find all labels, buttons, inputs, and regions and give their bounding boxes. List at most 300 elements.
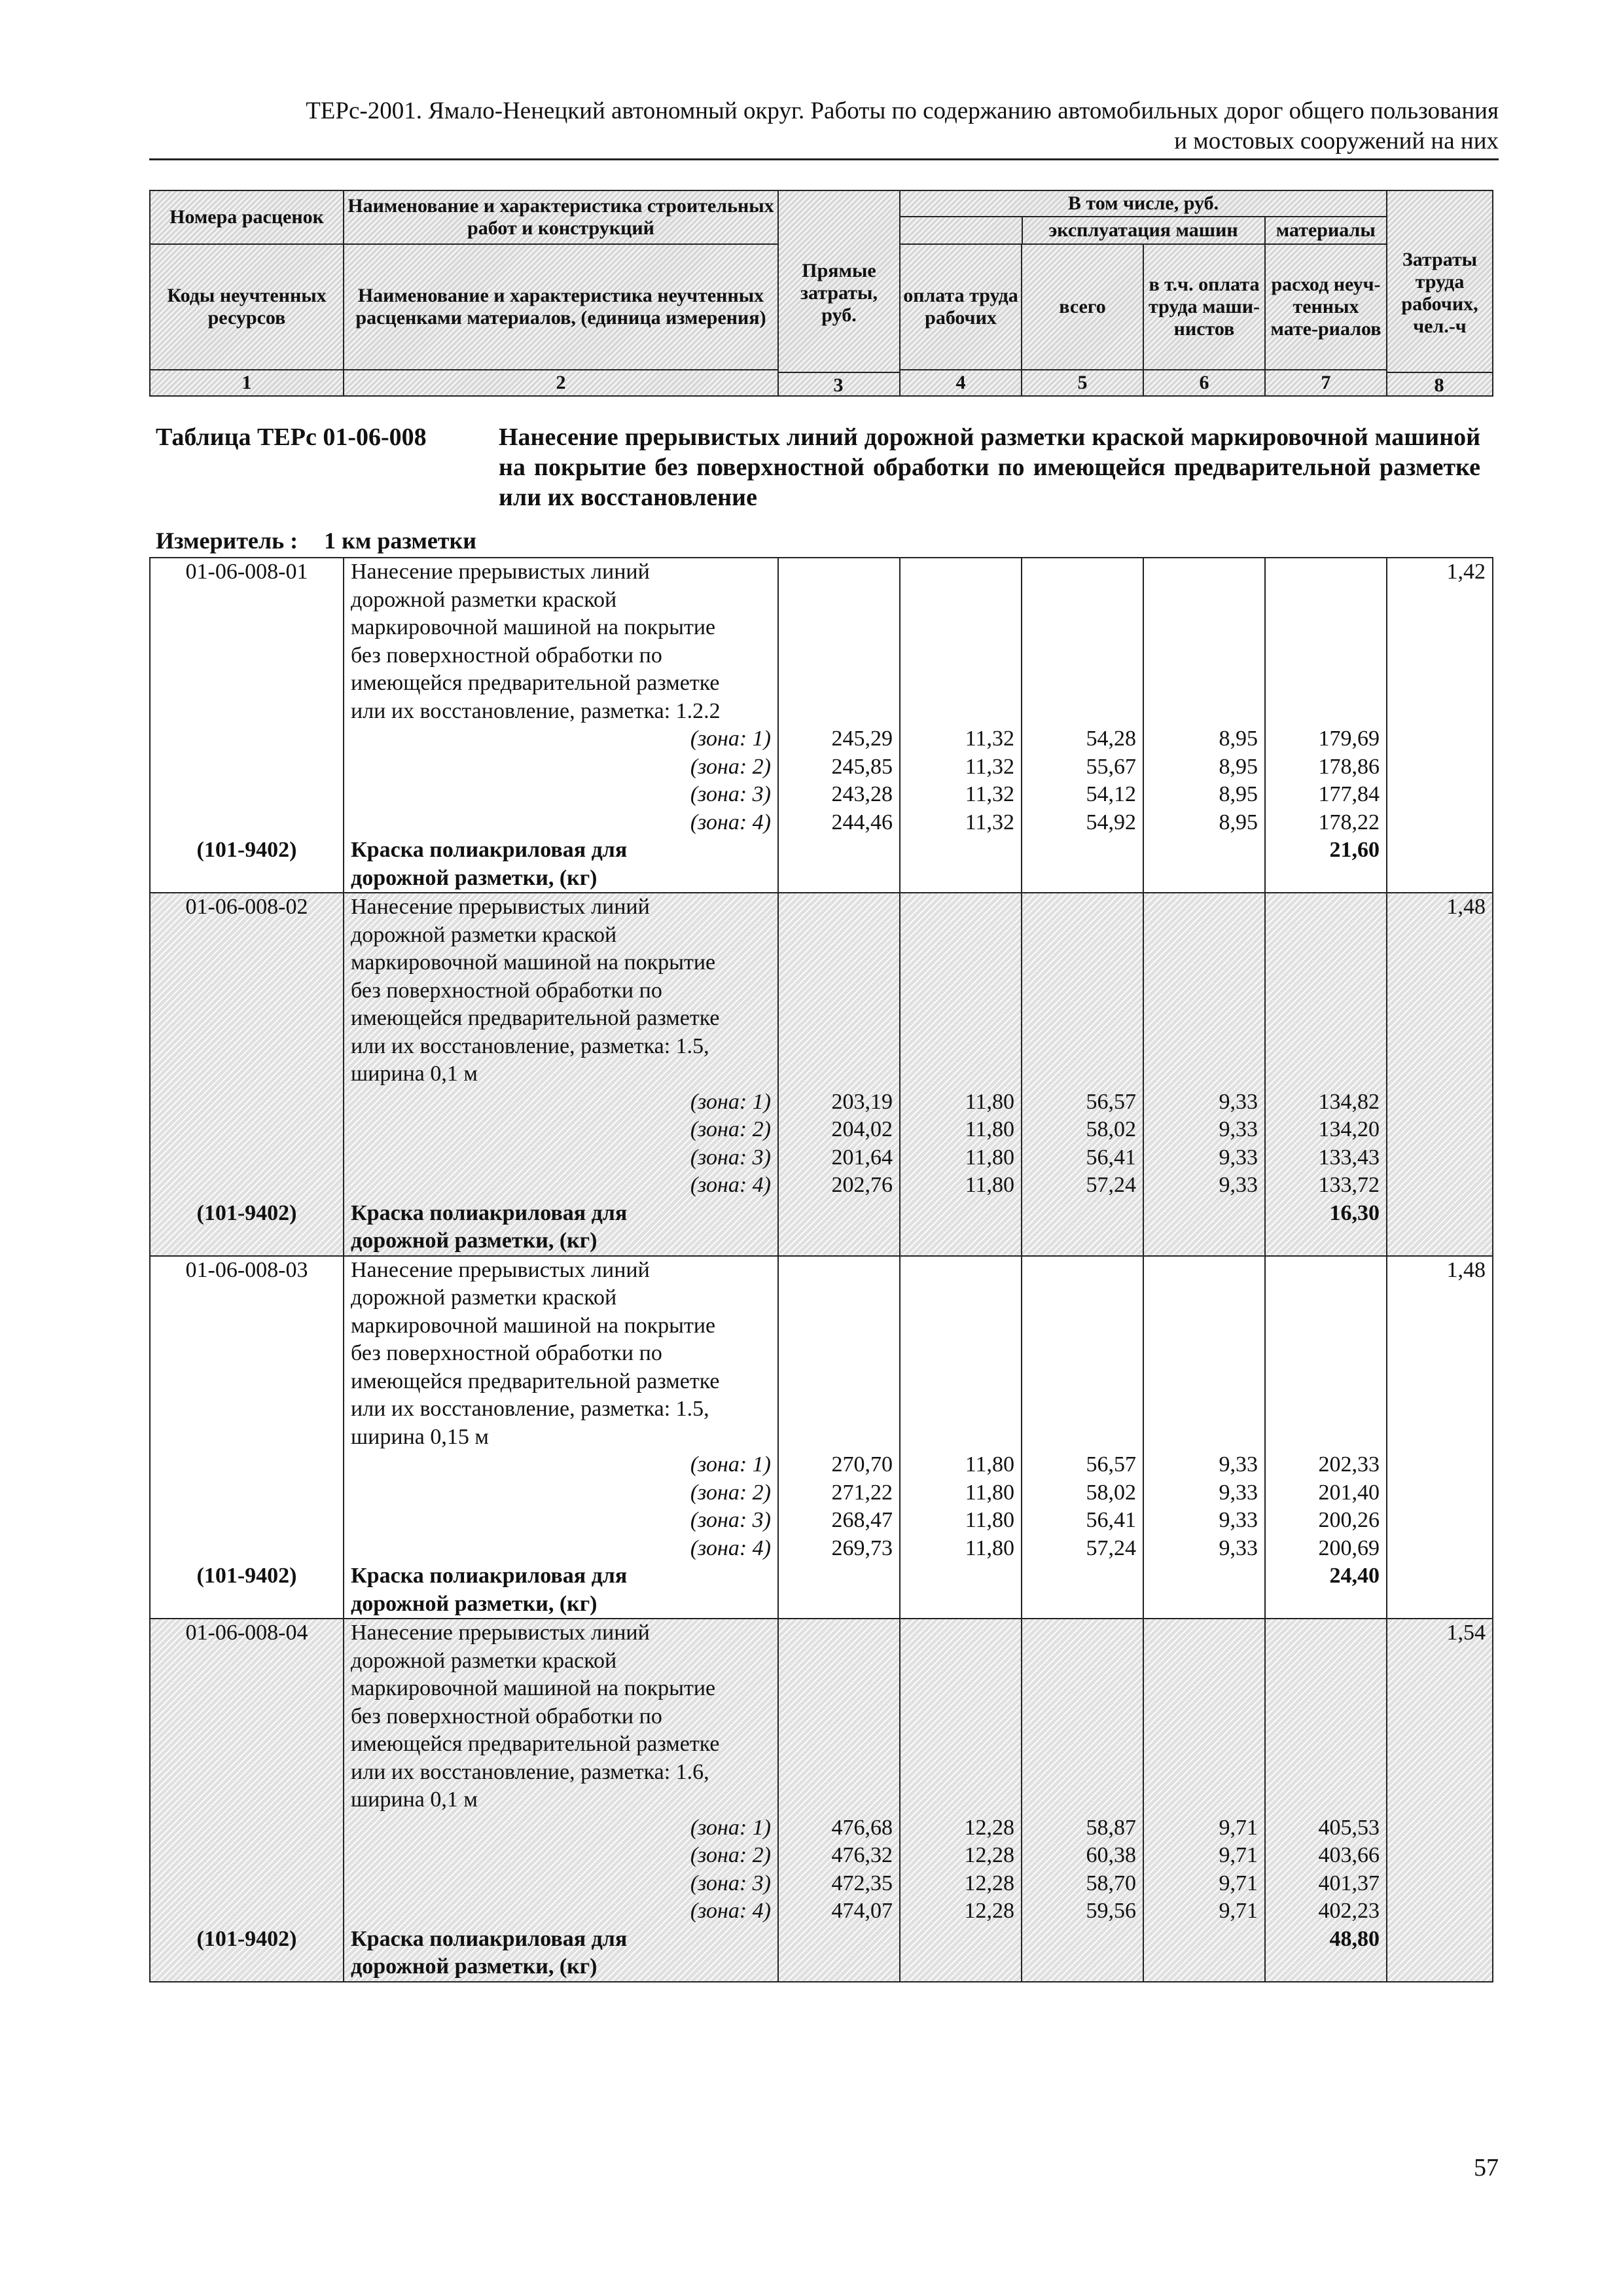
zone-label: (зона: 2): [690, 1117, 771, 1141]
labor-pay-value: 11,80: [965, 1117, 1014, 1141]
direct-costs-value-cell: [778, 558, 900, 893]
spacer-line: [1272, 642, 1380, 670]
material-name-line: дорожной разметки, (кг): [351, 865, 597, 890]
page-header-line2: и мостовых сооружений на них: [1174, 128, 1499, 154]
spacer-line: [1272, 1005, 1380, 1033]
rate-description-line: Нанесение прерывистых линий: [351, 1621, 650, 1645]
materials-value: 178,86: [1318, 754, 1380, 779]
labor-pay-value: 11,80: [965, 1173, 1014, 1197]
rate-description-line: имеющейся предварительной разметке: [351, 1732, 720, 1756]
materials-value: 179,69: [1318, 726, 1380, 751]
spacer-line: [1029, 586, 1136, 615]
column-number-8: 8: [1386, 372, 1492, 398]
zone-label: (зона: 1): [690, 1452, 771, 1477]
machinist-pay-value: 8,95: [1219, 782, 1258, 806]
labor-pay-value: 11,32: [965, 726, 1014, 751]
spacer-line: [157, 1424, 336, 1452]
rate-code: 01-06-008-01: [185, 560, 308, 584]
machinist-pay-value: 9,71: [1219, 1871, 1258, 1895]
spacer-line: [157, 1312, 336, 1340]
rate-code-cell: [150, 893, 344, 1256]
machine-total-value-cell: [1022, 1619, 1143, 1982]
rate-description-line: или их восстановление, разметка: 1.5,: [351, 1397, 709, 1421]
rate-description-line: маркировочной машиной на покрытие: [351, 950, 716, 975]
spacer-line: [785, 1619, 893, 1647]
machine-total-value: 58,02: [1086, 1480, 1136, 1505]
materials-value: 178,22: [1318, 810, 1380, 834]
spacer-line: [1272, 1675, 1380, 1703]
rate-description-line: маркировочной машиной на покрытие: [351, 1313, 716, 1338]
materials-value: 401,37: [1318, 1871, 1380, 1895]
rate-description-line: Нанесение прерывистых линий: [351, 1257, 650, 1282]
spacer-line: [157, 1033, 336, 1061]
spacer-line: [1150, 1424, 1258, 1452]
spacer-line: [157, 1005, 336, 1033]
materials-value-cell: [1265, 1619, 1387, 1982]
measure-label: Измеритель :: [156, 528, 298, 554]
spacer-line: [1029, 614, 1136, 642]
spacer-line: [157, 1144, 336, 1172]
header-resource-codes: Коды неучтенных ресурсов: [150, 244, 344, 370]
header-labor-costs: Затраты труда рабочих, чел.-ч: [1387, 190, 1493, 396]
rate-code-cell: [150, 1619, 344, 1982]
rate-code: 01-06-008-03: [185, 1257, 308, 1282]
spacer-line: [1029, 1060, 1136, 1088]
zone-label: (зона: 4): [690, 810, 771, 834]
material-name-line: дорожной разметки, (кг): [351, 1591, 597, 1616]
spacer-line: [907, 1759, 1014, 1787]
spacer-line: [157, 1870, 336, 1898]
machinist-pay-value: 9,33: [1219, 1535, 1258, 1560]
spacer-line: [157, 977, 336, 1005]
direct-costs-value: 270,70: [831, 1452, 893, 1477]
machinist-pay-value: 9,33: [1219, 1145, 1258, 1170]
spacer-line: [785, 1312, 893, 1340]
spacer-line: [157, 1088, 336, 1117]
direct-costs-value: 474,07: [831, 1899, 893, 1923]
spacer-line: [785, 1703, 893, 1731]
spacer-line: [1150, 1675, 1258, 1703]
spacer-line: [785, 642, 893, 670]
direct-costs-value: 476,68: [831, 1815, 893, 1840]
spacer-line: [1029, 1424, 1136, 1452]
column-number: 2: [344, 370, 778, 396]
zone-label: (зона: 2): [690, 1843, 771, 1867]
spacer-line: [157, 1675, 336, 1703]
machinist-pay-value: 9,33: [1219, 1117, 1258, 1141]
rate-row: [150, 1619, 1493, 1982]
labor-costs-cell: [1387, 1256, 1493, 1619]
machinist-pay-value-cell: [1143, 558, 1265, 893]
direct-costs-value: 271,22: [831, 1480, 893, 1505]
spacer-line: [1272, 1759, 1380, 1787]
labor-pay-value: 12,28: [964, 1815, 1014, 1840]
spacer-line: [1272, 670, 1380, 698]
machine-total-value: 56,57: [1086, 1089, 1136, 1114]
spacer-line: [907, 1005, 1014, 1033]
spacer-line: [1029, 977, 1136, 1005]
machine-total-value-cell: [1022, 893, 1143, 1256]
rate-code-cell: [150, 558, 344, 893]
materials-value: 133,43: [1318, 1145, 1380, 1170]
labor-costs-value: 1,48: [1446, 895, 1486, 919]
labor-costs-cell: [1387, 1619, 1493, 1982]
material-name-line: Краска полиакриловая для: [351, 838, 628, 862]
spacer-line: [785, 670, 893, 698]
machinist-pay-value: 9,71: [1219, 1899, 1258, 1923]
spacer-line: [1150, 1368, 1258, 1396]
rate-description-cell: [344, 893, 778, 1256]
spacer-line: [1029, 1340, 1136, 1368]
spacer-line: [157, 1731, 336, 1759]
spacer-line: [1272, 1368, 1380, 1396]
material-quantity: 48,80: [1329, 1926, 1380, 1951]
spacer-line: [907, 1257, 1014, 1285]
spacer-line: [1272, 922, 1380, 950]
header-direct-costs: Прямые затраты, руб.: [778, 190, 900, 396]
labor-pay-value: 11,80: [965, 1452, 1014, 1477]
machinist-pay-value: 8,95: [1219, 810, 1258, 834]
spacer-line: [1272, 1033, 1380, 1061]
rate-code: 01-06-008-04: [185, 1621, 308, 1645]
spacer-line: [907, 1424, 1014, 1452]
machine-total-value: 54,12: [1086, 782, 1136, 806]
spacer-line: [1272, 949, 1380, 977]
spacer-line: [157, 586, 336, 615]
spacer-line: [907, 1647, 1014, 1676]
spacer-line: [1272, 614, 1380, 642]
machinist-pay-value: 9,33: [1219, 1452, 1258, 1477]
rate-description-line: или их восстановление, разметка: 1.5,: [351, 1033, 709, 1058]
spacer-line: [1150, 1033, 1258, 1061]
spacer-line: [1150, 1340, 1258, 1368]
direct-costs-value: 245,85: [831, 754, 893, 779]
labor-costs-cell: [1387, 893, 1493, 1256]
header-material-name: Наименование и характеристика неучтенных расценками материалов, (единица измерения): [344, 244, 778, 370]
spacer-line: [157, 1284, 336, 1312]
materials-value: 200,69: [1318, 1535, 1380, 1560]
spacer-line: [1272, 1395, 1380, 1424]
spacer-line: [1272, 1647, 1380, 1676]
machine-total-value: 58,87: [1086, 1815, 1136, 1840]
spacer-line: [1150, 558, 1258, 586]
rate-description-line: маркировочной машиной на покрытие: [351, 1676, 716, 1700]
spacer-line: [157, 753, 336, 781]
zone-label: (зона: 2): [690, 1480, 771, 1505]
rate-row: [150, 893, 1493, 1256]
rate-code: 01-06-008-02: [185, 895, 308, 919]
rate-description-line: Нанесение прерывистых линий: [351, 560, 650, 584]
labor-pay-value: 11,80: [965, 1508, 1014, 1532]
machinist-pay-value: 8,95: [1219, 754, 1258, 779]
zone-label: (зона: 1): [690, 1815, 771, 1840]
direct-costs-value: 203,19: [831, 1089, 893, 1114]
spacer-line: [157, 1507, 336, 1535]
materials-value: 201,40: [1318, 1480, 1380, 1505]
spacer-line: [1029, 1284, 1136, 1312]
rate-description-line: ширина 0,1 м: [351, 1062, 478, 1086]
rate-description-cell: [344, 1256, 778, 1619]
spacer-line: [157, 1479, 336, 1507]
spacer-line: [1150, 977, 1258, 1005]
rates-table: [149, 557, 1493, 1982]
rate-description-line: Нанесение прерывистых линий: [351, 895, 650, 919]
header-materials: материалы: [1275, 219, 1376, 241]
material-name-line: Краска полиакриловая для: [351, 1564, 628, 1588]
header-divider: [149, 158, 1499, 160]
direct-costs-value: 476,32: [831, 1843, 893, 1867]
spacer-line: [1150, 670, 1258, 698]
machine-total-value: 57,24: [1086, 1173, 1136, 1197]
spacer-line: [907, 1284, 1014, 1312]
spacer-line: [1029, 949, 1136, 977]
direct-costs-value: 245,29: [831, 726, 893, 751]
zone-label: (зона: 1): [690, 726, 771, 751]
spacer-line: [785, 1424, 893, 1452]
spacer-line: [1029, 698, 1136, 726]
spacer-line: [1029, 1005, 1136, 1033]
spacer-line: [907, 949, 1014, 977]
material-code: (101-9402): [196, 1564, 297, 1588]
rate-description-line: или их восстановление, разметка: 1.2.2: [351, 698, 721, 723]
material-quantity: 24,40: [1329, 1564, 1380, 1588]
spacer-line: [907, 1060, 1014, 1088]
labor-pay-value-cell: [900, 1256, 1022, 1619]
labor-costs-value: 1,42: [1446, 560, 1486, 584]
material-code: (101-9402): [196, 1200, 297, 1225]
rate-description-line: дорожной разметки краской: [351, 1648, 617, 1673]
labor-pay-value: 12,28: [964, 1871, 1014, 1895]
spacer-line: [1150, 1060, 1258, 1088]
rate-description-cell: [344, 1619, 778, 1982]
spacer-line: [907, 1786, 1014, 1814]
spacer-line: [1150, 614, 1258, 642]
machinist-pay-value: 9,33: [1219, 1508, 1258, 1532]
spacer-line: [907, 1731, 1014, 1759]
header-machinist-pay: в т.ч. оплата труда маши-нистов: [1143, 244, 1265, 370]
labor-pay-value: 11,80: [965, 1145, 1014, 1170]
machine-total-value: 58,02: [1086, 1117, 1136, 1141]
rate-description-line: без поверхностной обработки по: [351, 1341, 662, 1365]
spacer-line: [1150, 922, 1258, 950]
header-labor-pay: оплата труда рабочих: [900, 244, 1022, 370]
column-number: 1: [150, 370, 344, 396]
machinist-pay-value: 9,33: [1219, 1173, 1258, 1197]
material-quantity: 21,60: [1329, 838, 1380, 862]
spacer-line: [157, 1340, 336, 1368]
spacer-line: [785, 614, 893, 642]
spacer-line: [1272, 1312, 1380, 1340]
spacer-line: [785, 586, 893, 615]
zone-label: (зона: 3): [690, 1871, 771, 1895]
spacer-line: [1029, 1033, 1136, 1061]
spacer-line: [1272, 1284, 1380, 1312]
spacer-line: [907, 1340, 1014, 1368]
header-including: В том числе, руб.: [901, 191, 1386, 217]
spacer-line: [907, 614, 1014, 642]
column-number: 5: [1022, 370, 1143, 396]
rate-row: [150, 1256, 1493, 1619]
spacer-line: [785, 1257, 893, 1285]
header-rate-numbers: Номера расценок: [150, 190, 344, 244]
spacer-line: [907, 586, 1014, 615]
direct-costs-value-cell: [778, 1619, 900, 1982]
spacer-line: [157, 1647, 336, 1676]
spacer-line: [157, 614, 336, 642]
materials-value: 402,23: [1318, 1899, 1380, 1923]
spacer-line: [157, 1759, 336, 1787]
spacer-line: [1272, 893, 1380, 922]
header-machine-total: всего: [1022, 244, 1143, 370]
direct-costs-value: 244,46: [831, 810, 893, 834]
spacer-line: [1272, 586, 1380, 615]
spacer-line: [785, 558, 893, 586]
materials-value: 200,26: [1318, 1508, 1380, 1532]
header-unaccounted-materials: расход неуч-тенных мате-риалов: [1265, 244, 1387, 370]
spacer-line: [785, 1647, 893, 1676]
zone-label: (зона: 4): [690, 1899, 771, 1923]
spacer-line: [1150, 1395, 1258, 1424]
spacer-line: [1029, 1703, 1136, 1731]
spacer-line: [157, 1395, 336, 1424]
spacer-line: [785, 1340, 893, 1368]
spacer-line: [157, 698, 336, 726]
rate-description-line: имеющейся предварительной разметке: [351, 1369, 720, 1393]
rate-description-line: без поверхностной обработки по: [351, 978, 662, 1003]
zone-label: (зона: 4): [690, 1173, 771, 1197]
labor-pay-value: 11,32: [965, 754, 1014, 779]
rate-description-line: дорожной разметки краской: [351, 922, 617, 947]
machinist-pay-value-cell: [1143, 1619, 1265, 1982]
spacer-line: [1272, 558, 1380, 586]
spacer-line: [907, 1312, 1014, 1340]
spacer-line: [785, 1759, 893, 1787]
spacer-line: [1029, 1312, 1136, 1340]
spacer-line: [157, 1535, 336, 1563]
spacer-line: [1272, 698, 1380, 726]
spacer-line: [1272, 1060, 1380, 1088]
spacer-line: [1150, 1284, 1258, 1312]
labor-pay-value: 12,28: [964, 1843, 1014, 1867]
spacer-line: [907, 670, 1014, 698]
labor-pay-value-cell: [900, 558, 1022, 893]
spacer-line: [1150, 893, 1258, 922]
spacer-line: [1029, 1395, 1136, 1424]
spacer-line: [785, 1675, 893, 1703]
labor-pay-value: 11,32: [965, 782, 1014, 806]
measure-unit: [156, 526, 679, 555]
machine-total-value-cell: [1022, 558, 1143, 893]
column-number: 6: [1143, 370, 1265, 396]
direct-costs-value: 243,28: [831, 782, 893, 806]
spacer-line: [1029, 1619, 1136, 1647]
direct-costs-value: 269,73: [831, 1535, 893, 1560]
spacer-line: [785, 1284, 893, 1312]
table-title-text: Нанесение прерывистых линий дорожной разметки краской маркировочной машиной на покрытие без поверхностной обработки по имеющейся предварительной разметке или их восстановление: [499, 423, 1480, 511]
rate-description-line: без поверхностной обработки по: [351, 1704, 662, 1729]
spacer-line: [1150, 1647, 1258, 1676]
spacer-line: [907, 642, 1014, 670]
spacer-line: [1272, 1786, 1380, 1814]
zone-label: (зона: 4): [690, 1535, 771, 1560]
direct-costs-value: 201,64: [831, 1145, 893, 1170]
column-header-table: [149, 190, 1493, 397]
spacer-line: [157, 1451, 336, 1479]
spacer-line: [1150, 1312, 1258, 1340]
machine-total-value: 56,57: [1086, 1452, 1136, 1477]
rate-description-line: имеющейся предварительной разметке: [351, 671, 720, 695]
labor-costs-value: 1,54: [1446, 1621, 1486, 1645]
zone-label: (зона: 3): [690, 1145, 771, 1170]
material-code: (101-9402): [196, 838, 297, 862]
labor-pay-value: 12,28: [964, 1899, 1014, 1923]
labor-pay-value: 11,80: [965, 1480, 1014, 1505]
spacer-line: [157, 725, 336, 753]
spacer-line: [785, 1368, 893, 1396]
table-title-label: Таблица ТЕРс 01-06-008: [156, 423, 427, 451]
spacer-line: [1029, 1257, 1136, 1285]
materials-value: 403,66: [1318, 1843, 1380, 1867]
machinist-pay-value: 8,95: [1219, 726, 1258, 751]
spacer-line: [1029, 1368, 1136, 1396]
machine-total-value: 57,24: [1086, 1535, 1136, 1560]
machinist-pay-value-cell: [1143, 893, 1265, 1256]
materials-value: 134,20: [1318, 1117, 1380, 1141]
spacer-line: [157, 670, 336, 698]
spacer-line: [1150, 1703, 1258, 1731]
spacer-line: [1150, 586, 1258, 615]
labor-costs-value: 1,48: [1446, 1257, 1486, 1282]
spacer-line: [785, 977, 893, 1005]
spacer-line: [907, 1703, 1014, 1731]
column-number: 4: [900, 370, 1022, 396]
rate-description-cell: [344, 558, 778, 893]
spacer-line: [1150, 698, 1258, 726]
column-number: 7: [1265, 370, 1387, 396]
spacer-line: [1029, 642, 1136, 670]
spacer-line: [157, 1897, 336, 1926]
machine-total-value: 56,41: [1086, 1145, 1136, 1170]
machinist-pay-value: 9,33: [1219, 1480, 1258, 1505]
rate-description-line: имеющейся предварительной разметке: [351, 1006, 720, 1030]
material-quantity: 16,30: [1329, 1200, 1380, 1225]
spacer-line: [1029, 1731, 1136, 1759]
spacer-line: [907, 922, 1014, 950]
direct-costs-value-cell: [778, 893, 900, 1256]
spacer-line: [1029, 1675, 1136, 1703]
spacer-line: [907, 1619, 1014, 1647]
spacer-line: [907, 1368, 1014, 1396]
spacer-line: [785, 1060, 893, 1088]
page-number: 57: [1474, 2154, 1499, 2181]
spacer-line: [1272, 1619, 1380, 1647]
spacer-line: [785, 949, 893, 977]
machine-total-value: 55,67: [1086, 754, 1136, 779]
machine-total-value: 58,70: [1086, 1871, 1136, 1895]
spacer-line: [907, 558, 1014, 586]
spacer-line: [907, 1033, 1014, 1061]
spacer-line: [1150, 949, 1258, 977]
rate-description-line: маркировочной машиной на покрытие: [351, 615, 716, 639]
spacer-line: [157, 1814, 336, 1842]
material-name-line: дорожной разметки, (кг): [351, 1229, 597, 1253]
materials-value: 405,53: [1318, 1815, 1380, 1840]
spacer-line: [157, 809, 336, 837]
materials-value: 202,33: [1318, 1452, 1380, 1477]
spacer-line: [785, 1786, 893, 1814]
materials-value: 133,72: [1318, 1173, 1380, 1197]
zone-label: (зона: 3): [690, 782, 771, 806]
